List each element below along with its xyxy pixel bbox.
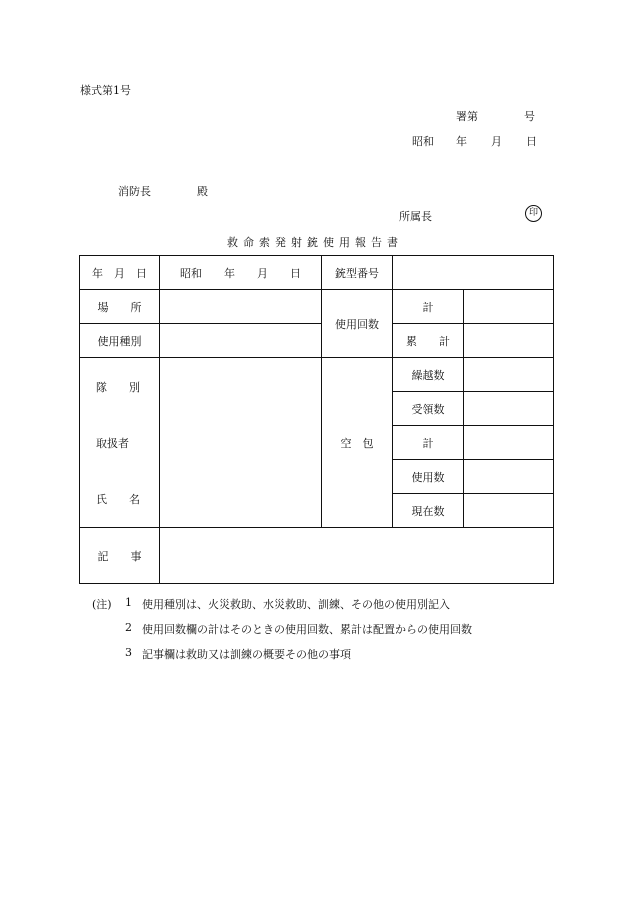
- report-table: [79, 255, 554, 584]
- gun-number-label: 銃型番号: [322, 256, 393, 290]
- remarks-input[interactable]: [160, 528, 554, 584]
- subtotal-label: 計: [393, 426, 464, 460]
- note-number: 3: [125, 646, 132, 659]
- received-input[interactable]: [464, 392, 554, 426]
- gun-number-input[interactable]: [393, 256, 554, 290]
- remarks-label: 記 事: [80, 528, 160, 584]
- use-type-input[interactable]: [160, 324, 322, 358]
- used-input[interactable]: [464, 460, 554, 494]
- use-count-total-input[interactable]: [464, 290, 554, 324]
- addressee-honorific: 殿: [197, 185, 208, 198]
- date-day: 日: [526, 135, 537, 148]
- header-date: [412, 133, 537, 149]
- office-number-suffix: 号: [524, 110, 535, 123]
- carried-over-input[interactable]: [464, 358, 554, 392]
- office-number-line: [456, 108, 535, 124]
- use-count-label: 使用回数: [322, 290, 393, 358]
- seal-mark: 印: [525, 205, 542, 222]
- addressee: [118, 183, 208, 199]
- sender-title: 所属長: [399, 210, 432, 223]
- date-era: 昭和: [412, 135, 434, 148]
- used-label: 使用数: [393, 460, 464, 494]
- place-input[interactable]: [160, 290, 322, 324]
- date-month: 月: [491, 135, 502, 148]
- document-title: 救命索発射銃使用報告書: [227, 236, 403, 249]
- name-label: 氏 名: [96, 492, 140, 506]
- unit-label: 隊 別: [96, 380, 140, 394]
- personnel-input[interactable]: [160, 358, 322, 528]
- note-text: 使用回数欄の計はそのときの使用回数、累計は配置からの使用回数: [142, 623, 472, 636]
- place-label: 場 所: [80, 290, 160, 324]
- notes-tag: (注): [92, 598, 112, 611]
- ymd-label: 年 月 日: [80, 256, 160, 290]
- blank-cartridge-label: 空 包: [322, 358, 393, 528]
- received-label: 受領数: [393, 392, 464, 426]
- office-number-prefix: 署第: [456, 110, 478, 123]
- cumulative-input[interactable]: [464, 324, 554, 358]
- current-label: 現在数: [393, 494, 464, 528]
- note-number: 1: [125, 596, 132, 609]
- cumulative-label: 累 計: [393, 324, 464, 358]
- note-number: 2: [125, 621, 132, 634]
- subtotal-input[interactable]: [464, 426, 554, 460]
- use-type-label: 使用種別: [80, 324, 160, 358]
- current-input[interactable]: [464, 494, 554, 528]
- carried-over-label: 繰越数: [393, 358, 464, 392]
- note-text: 使用種別は、火災救助、水災救助、訓練、その他の使用別記入: [142, 598, 450, 611]
- handler-label: 取扱者: [96, 436, 129, 450]
- use-count-total-label: 計: [393, 290, 464, 324]
- ymd-value[interactable]: 昭和 年 月 日: [160, 256, 322, 290]
- note-text: 記事欄は救助又は訓練の概要その他の事項: [142, 648, 351, 661]
- date-year: 年: [456, 135, 467, 148]
- form-number: 様式第1号: [80, 84, 131, 97]
- addressee-title: 消防長: [118, 185, 151, 198]
- personnel-labels: [80, 358, 160, 528]
